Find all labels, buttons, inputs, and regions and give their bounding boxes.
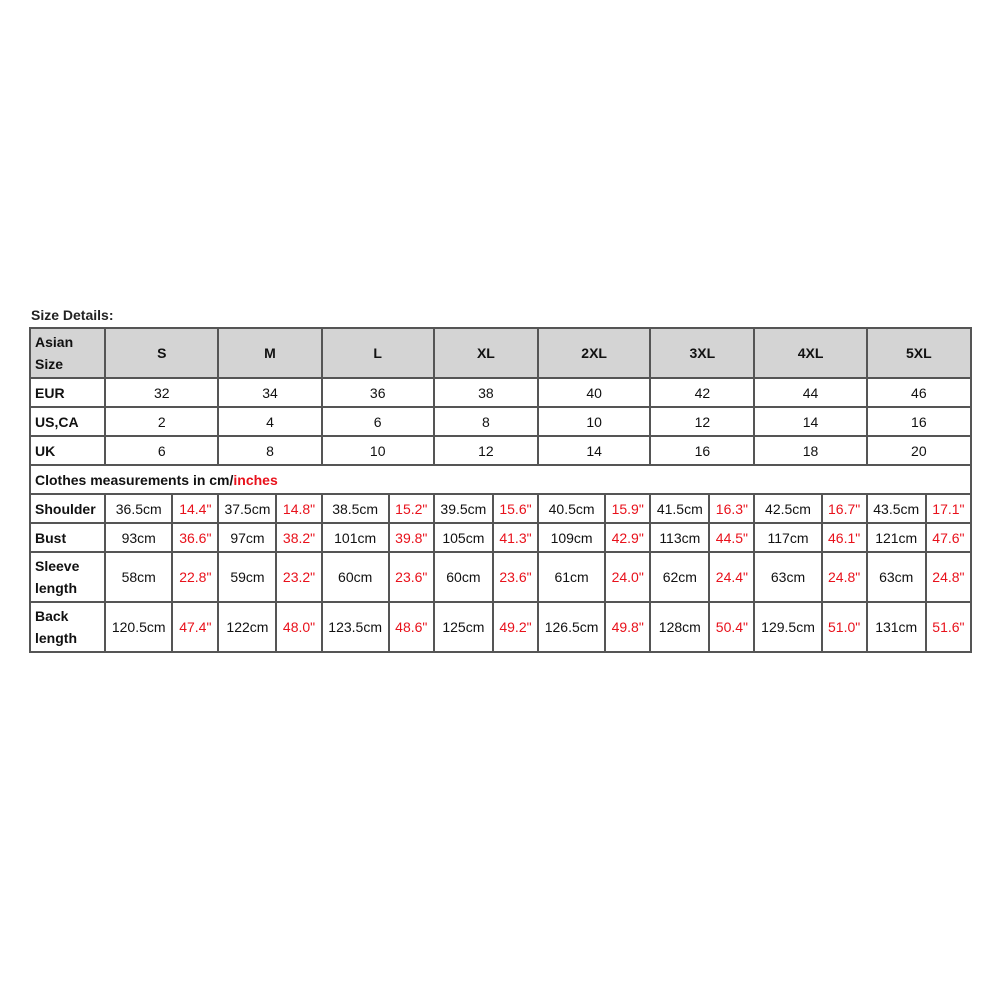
table-cell: 14: [538, 436, 650, 465]
inch-cell: 14.8": [276, 494, 321, 523]
size-header-cell: L: [322, 328, 434, 378]
size-header-cell: XL: [434, 328, 538, 378]
row-label: Back length: [30, 602, 105, 652]
cm-cell: 58cm: [105, 552, 172, 602]
inch-cell: 16.7": [822, 494, 867, 523]
size-chart-table: [29, 327, 972, 653]
table-cell: 18: [754, 436, 866, 465]
inch-cell: 51.0": [822, 602, 867, 652]
inch-cell: 41.3": [493, 523, 538, 552]
table-cell: 38: [434, 378, 538, 407]
inch-cell: 24.8": [822, 552, 867, 602]
measurements-heading-cm: Clothes measurements in cm/: [35, 471, 234, 488]
inch-cell: 24.4": [709, 552, 754, 602]
cm-cell: 40.5cm: [538, 494, 605, 523]
inch-cell: 49.8": [605, 602, 650, 652]
conversion-row-us-ca: [30, 407, 971, 436]
inch-cell: 47.6": [926, 523, 971, 552]
row-label: UK: [30, 436, 105, 465]
cm-cell: 62cm: [650, 552, 709, 602]
table-cell: 8: [218, 436, 321, 465]
table-cell: 6: [105, 436, 218, 465]
measurement-row-shoulder: [30, 494, 971, 523]
conversion-row-uk: [30, 436, 971, 465]
inch-cell: 15.6": [493, 494, 538, 523]
inch-cell: 47.4": [172, 602, 218, 652]
measurement-row-bust: [30, 523, 971, 552]
table-cell: 12: [650, 407, 754, 436]
inch-cell: 15.9": [605, 494, 650, 523]
cm-cell: 131cm: [867, 602, 926, 652]
inch-cell: 23.2": [276, 552, 321, 602]
cm-cell: 123.5cm: [322, 602, 389, 652]
measurements-heading-row: [30, 465, 971, 494]
inch-cell: 22.8": [172, 552, 218, 602]
table-cell: 40: [538, 378, 650, 407]
conversion-row-eur: [30, 378, 971, 407]
cm-cell: 42.5cm: [754, 494, 821, 523]
inch-cell: 39.8": [389, 523, 434, 552]
table-cell: 14: [754, 407, 866, 436]
size-header-row: [30, 328, 971, 378]
cm-cell: 117cm: [754, 523, 821, 552]
cm-cell: 39.5cm: [434, 494, 493, 523]
table-cell: 6: [322, 407, 434, 436]
cm-cell: 105cm: [434, 523, 493, 552]
cm-cell: 120.5cm: [105, 602, 172, 652]
cm-cell: 113cm: [650, 523, 709, 552]
cm-cell: 63cm: [867, 552, 926, 602]
cm-cell: 125cm: [434, 602, 493, 652]
inch-cell: 24.0": [605, 552, 650, 602]
cm-cell: 97cm: [218, 523, 276, 552]
size-header-cell: 2XL: [538, 328, 650, 378]
cm-cell: 93cm: [105, 523, 172, 552]
table-cell: 36: [322, 378, 434, 407]
row-label: EUR: [30, 378, 105, 407]
cm-cell: 101cm: [322, 523, 389, 552]
table-cell: 12: [434, 436, 538, 465]
cm-cell: 37.5cm: [218, 494, 276, 523]
size-header-cell: M: [218, 328, 321, 378]
measurement-row-back-length: [30, 602, 971, 652]
inch-cell: 42.9": [605, 523, 650, 552]
inch-cell: 48.0": [276, 602, 321, 652]
size-header-cell: 5XL: [867, 328, 971, 378]
inch-cell: 50.4": [709, 602, 754, 652]
table-cell: 46: [867, 378, 971, 407]
cm-cell: 43.5cm: [867, 494, 926, 523]
size-header-label: Asian Size: [30, 328, 105, 378]
cm-cell: 122cm: [218, 602, 276, 652]
table-cell: 8: [434, 407, 538, 436]
table-cell: 34: [218, 378, 321, 407]
table-cell: 32: [105, 378, 218, 407]
cm-cell: 126.5cm: [538, 602, 605, 652]
inch-cell: 15.2": [389, 494, 434, 523]
inch-cell: 16.3": [709, 494, 754, 523]
measurements-heading: [30, 465, 971, 494]
cm-cell: 121cm: [867, 523, 926, 552]
inch-cell: 23.6": [389, 552, 434, 602]
inch-cell: 14.4": [172, 494, 218, 523]
cm-cell: 41.5cm: [650, 494, 709, 523]
inch-cell: 48.6": [389, 602, 434, 652]
table-cell: 16: [650, 436, 754, 465]
cm-cell: 38.5cm: [322, 494, 389, 523]
inch-cell: 49.2": [493, 602, 538, 652]
inch-cell: 46.1": [822, 523, 867, 552]
inch-cell: 17.1": [926, 494, 971, 523]
cm-cell: 128cm: [650, 602, 709, 652]
row-label: Bust: [30, 523, 105, 552]
table-cell: 20: [867, 436, 971, 465]
inch-cell: 23.6": [493, 552, 538, 602]
cm-cell: 36.5cm: [105, 494, 172, 523]
cm-cell: 129.5cm: [754, 602, 821, 652]
cm-cell: 61cm: [538, 552, 605, 602]
table-cell: 42: [650, 378, 754, 407]
measurements-heading-inches: inches: [233, 471, 278, 488]
measurement-row-sleeve-length: [30, 552, 971, 602]
inch-cell: 38.2": [276, 523, 321, 552]
table-cell: 4: [218, 407, 321, 436]
cm-cell: 60cm: [322, 552, 389, 602]
inch-cell: 24.8": [926, 552, 971, 602]
cm-cell: 60cm: [434, 552, 493, 602]
size-header-cell: S: [105, 328, 218, 378]
inch-cell: 51.6": [926, 602, 971, 652]
page-title: Size Details:: [31, 307, 114, 323]
table-cell: 10: [538, 407, 650, 436]
size-header-cell: 3XL: [650, 328, 754, 378]
table-cell: 16: [867, 407, 971, 436]
row-label: US,CA: [30, 407, 105, 436]
table-cell: 2: [105, 407, 218, 436]
row-label: Shoulder: [30, 494, 105, 523]
inch-cell: 36.6": [172, 523, 218, 552]
row-label: Sleeve length: [30, 552, 105, 602]
cm-cell: 63cm: [754, 552, 821, 602]
table-cell: 10: [322, 436, 434, 465]
size-header-cell: 4XL: [754, 328, 866, 378]
inch-cell: 44.5": [709, 523, 754, 552]
table-cell: 44: [754, 378, 866, 407]
cm-cell: 59cm: [218, 552, 276, 602]
cm-cell: 109cm: [538, 523, 605, 552]
